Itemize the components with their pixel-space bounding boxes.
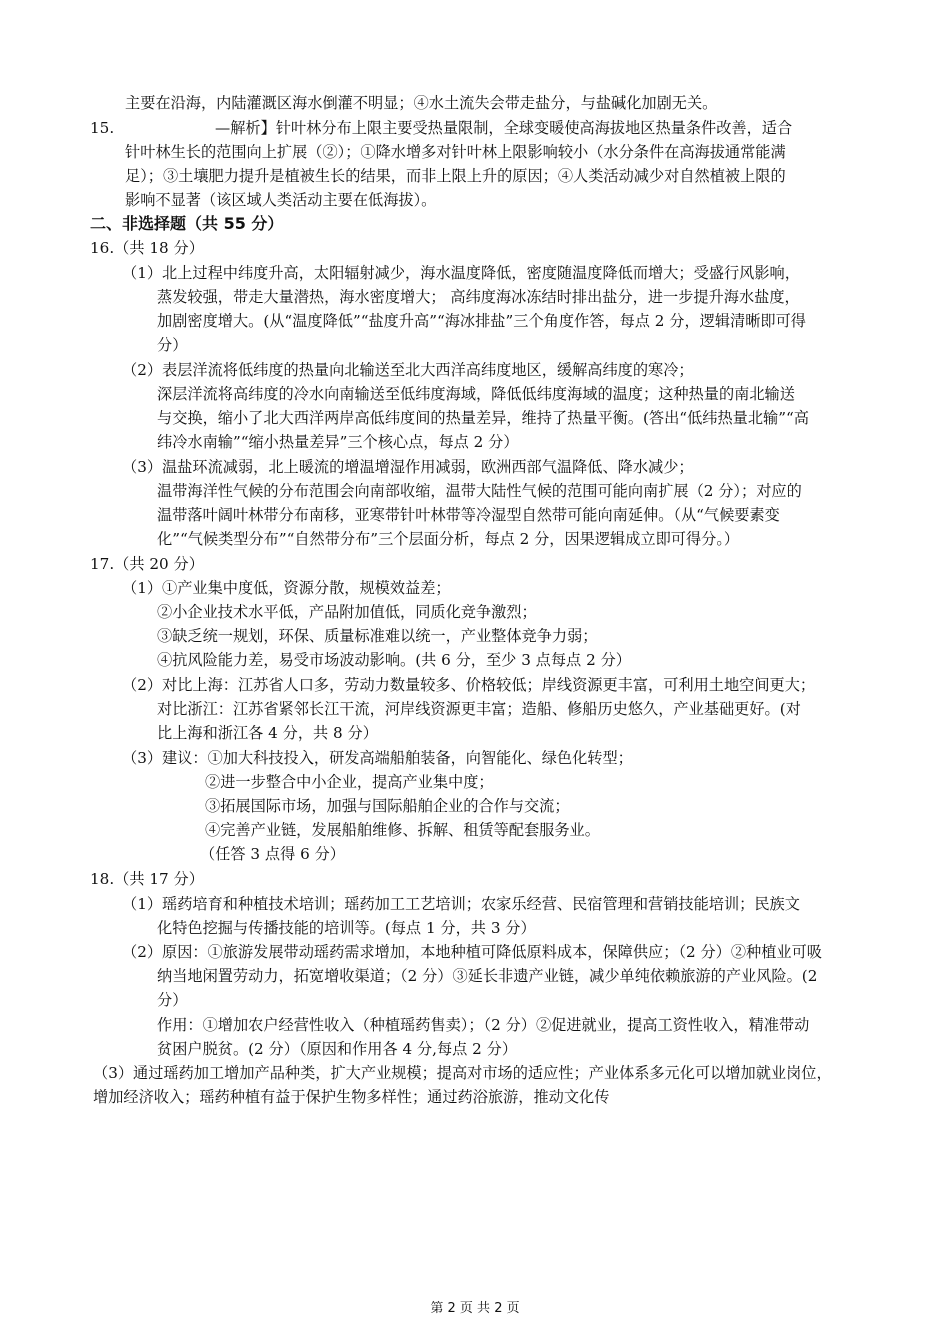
q16-p3-line: 化”“气候类型分布”“自然带分布”三个层面分析，每点 2 分，因果逻辑成立即可得分。） bbox=[157, 530, 740, 548]
q16-p1-line: 蒸发较强，带走大量潜热，海水密度增大； 高纬度海冰冻结时排出盐分，进一步提升海水盐度， bbox=[157, 288, 800, 306]
q17-p1-line: （1）①产业集中度低，资源分散，规模效益差； bbox=[122, 579, 451, 597]
q17-p1-line: ②小企业技术水平低，产品附加值低，同质化竞争激烈； bbox=[157, 603, 537, 621]
q18-p3-line: 增加经济收入；瑶药种植有益于保护生物多样性；通过药浴旅游，推动文化传 bbox=[93, 1088, 610, 1106]
q15-line-3: 足）；③土壤肥力提升是植被生长的结果，而非上限上升的原因；④人类活动减少对自然植被上限的 bbox=[125, 167, 786, 185]
q18-p3-line: （3）通过瑶药加工增加产品种类，扩大产业规模；提高对市场的适应性；产业体系多元化可以增加就业岗位， bbox=[93, 1064, 832, 1082]
q16-p2-line: 纬冷水南输”“缩小热量差异”三个核心点，每点 2 分） bbox=[157, 433, 519, 451]
q18-p2-line: 纳当地闲置劳动力，拓宽增收渠道；（2 分）③延长非遗产业链，减少单纯依赖旅游的产业风险。(2 bbox=[157, 967, 818, 985]
q15-line-2: 针叶林生长的范围向上扩展（②）；①降水增多对针叶林上限影响较小（水分条件在高海拔通常能满 bbox=[125, 143, 786, 161]
q18-p2-line: 作用：①增加农户经营性收入（种植瑶药售卖）；（2 分）②促进就业，提高工资性收入，精准带动 bbox=[157, 1016, 810, 1034]
q17-p2-line: 比上海和浙江各 4 分，共 8 分） bbox=[157, 724, 378, 742]
q16-p3-line: （3）温盐环流减弱，北上暖流的增温增湿作用减弱，欧洲西部气温降低、降水减少； bbox=[122, 458, 694, 476]
q16-p1-line: （1）北上过程中纬度升高，太阳辐射减少，海水温度降低，密度随温度降低而增大；受盛行风影响， bbox=[122, 264, 800, 282]
q17-p3-line: （3）建议：①加大科技投入，研发高端船舶装备，向智能化、绿色化转型； bbox=[122, 749, 633, 767]
q17-p2-line: （2）对比上海：江苏省人口多，劳动力数量较多、价格较低；岸线资源更丰富，可利用土地空间更大； bbox=[122, 676, 816, 694]
q16-p3-line: 温带海洋性气候的分布范围会向南部收缩，温带大陆性气候的范围可能向南扩展（2 分）；对应的 bbox=[157, 482, 802, 500]
q15-line-1: —解析】针叶林分布上限主要受热量限制，全球变暖使高海拔地区热量条件改善，适合 bbox=[215, 119, 793, 137]
q17-p2-line: 对比浙江：江苏省紧邻长江干流，河岸线资源更丰富；造船、修船历史悠久，产业基础更好。(对 bbox=[157, 700, 801, 718]
q18-p2-line: 贫困户脱贫。(2 分）（原因和作用各 4 分,每点 2 分） bbox=[157, 1040, 518, 1058]
q15-line-4: 影响不显著（该区域人类活动主要在低海拔）。 bbox=[125, 191, 437, 209]
q18-p2-line: 分） bbox=[157, 991, 188, 1009]
q15-number: 15. bbox=[90, 119, 115, 137]
page-footer: 第 2 页 共 2 页 bbox=[430, 1301, 520, 1316]
q16-p3-line: 温带落叶阔叶林带分布南移，亚寒带针叶林带等冷湿型自然带可能向南延伸。（从“气候要素变 bbox=[157, 506, 780, 524]
q17-p1-line: ④抗风险能力差，易受市场波动影响。(共 6 分，至少 3 点每点 2 分） bbox=[157, 651, 631, 669]
q18-header: 18.（共 17 分） bbox=[90, 870, 204, 888]
q17-p1-line: ③缺乏统一规划，环保、质量标准难以统一，产业整体竞争力弱； bbox=[157, 627, 598, 645]
q16-p2-line: （2）表层洋流将低纬度的热量向北输送至北大西洋高纬度地区，缓解高纬度的寒冷； bbox=[122, 361, 694, 379]
q15-line-0: 主要在沿海，内陆灌溉区海水倒灌不明显；④水土流失会带走盐分，与盐碱化加剧无关。 bbox=[125, 94, 718, 112]
q18-p2-line: （2）原因：①旅游发展带动瑶药需求增加，本地种植可降低原料成本，保障供应；（2 分）②种植业可吸 bbox=[122, 943, 822, 961]
q17-header: 17.（共 20 分） bbox=[90, 555, 204, 573]
q16-header: 16.（共 18 分） bbox=[90, 239, 204, 257]
q17-p3-line: ③拓展国际市场，加强与国际船舶企业的合作与交流； bbox=[205, 797, 570, 815]
q17-p3-line: ②进一步整合中小企业，提高产业集中度； bbox=[205, 773, 494, 791]
q17-p3-line: （任答 3 点得 6 分） bbox=[200, 845, 345, 863]
q18-p1-line: 化特色挖掘与传播技能的培训等。(每点 1 分，共 3 分） bbox=[157, 919, 536, 937]
q16-p2-line: 与交换，缩小了北大西洋两岸高低纬度间的热量差异，维持了热量平衡。(答出“低纬热量北输”“高 bbox=[157, 409, 809, 427]
section-title: 二、非选择题（共 55 分） bbox=[90, 214, 284, 233]
q17-p3-line: ④完善产业链，发展船舶维修、拆解、租赁等配套服务业。 bbox=[205, 821, 600, 839]
q18-p1-line: （1）瑶药培育和种植技术培训；瑶药加工工艺培训；农家乐经营、民宿管理和营销技能培训；民族文 bbox=[122, 895, 800, 913]
q16-p1-line: 加剧密度增大。(从“温度降低”“盐度升高”“海冰排盐”三个角度作答，每点 2 分，逻辑清晰即可得 bbox=[157, 312, 806, 330]
q16-p2-line: 深层洋流将高纬度的冷水向南输送至低纬度海域，降低低纬度海域的温度；这种热量的南北输送 bbox=[157, 385, 795, 403]
q16-p1-line: 分） bbox=[157, 336, 188, 354]
